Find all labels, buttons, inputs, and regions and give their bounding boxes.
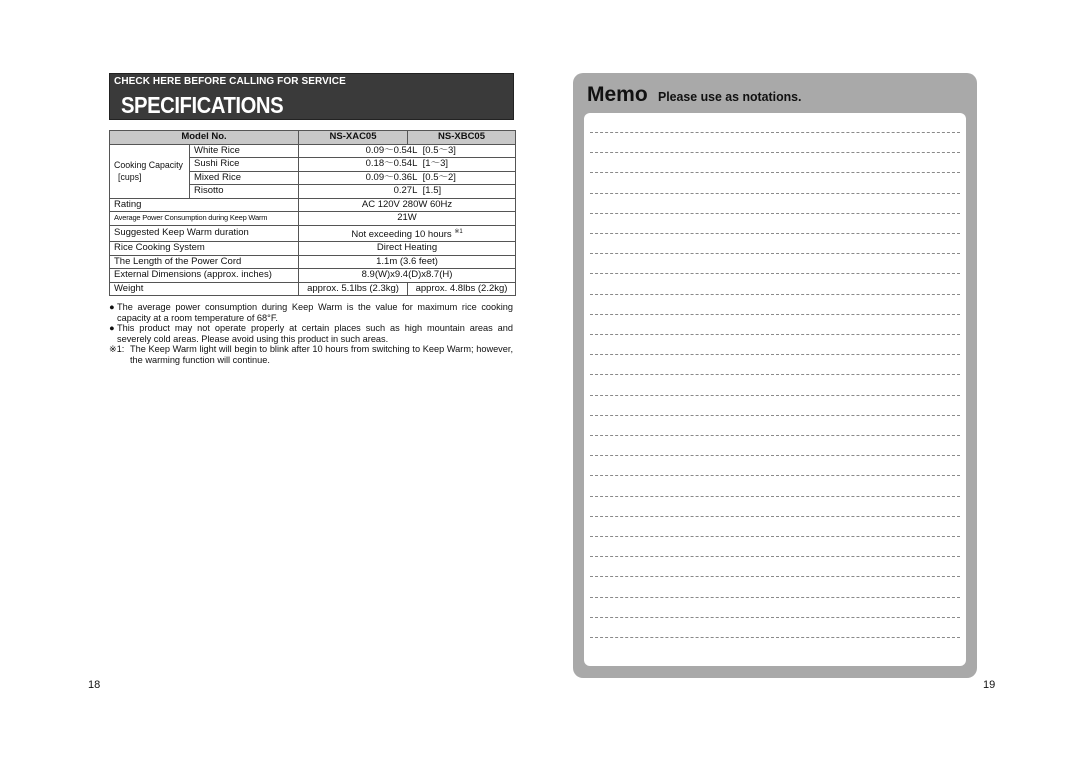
cooking-capacity-unit: [cups] <box>118 172 142 182</box>
memo-panel <box>573 73 977 678</box>
capacity-value <box>299 144 516 158</box>
capacity-cups: [0.5〜3] <box>422 144 456 156</box>
page-number-left: 18 <box>88 679 101 691</box>
memo-line <box>590 576 960 577</box>
note-text: This product may not operate properly at certain places such as high mountain areas and severely cold areas. Please avoid using this product in such areas. <box>117 323 513 344</box>
page-number-right: 19 <box>983 679 996 691</box>
memo-line <box>590 172 960 173</box>
footnote-ref: ※1 <box>454 228 463 235</box>
memo-line <box>590 455 960 456</box>
keep-warm-value <box>299 225 516 242</box>
memo-line <box>590 597 960 598</box>
capacity-name: White Rice <box>190 144 299 158</box>
memo-line <box>590 152 960 153</box>
capacity-cups: [1.5] <box>422 185 442 196</box>
memo-writing-area[interactable] <box>584 113 966 666</box>
power-consumption-label: Average Power Consumption during Keep Warm <box>110 212 299 226</box>
rating-label: Rating <box>110 198 299 212</box>
capacity-cups: [1〜3] <box>422 158 449 169</box>
capacity-value <box>299 158 516 172</box>
memo-line <box>590 233 960 234</box>
capacity-value <box>299 185 516 199</box>
page-title: SPECIFICATIONS <box>121 92 284 118</box>
capacity-amount: 0.18〜0.54L <box>365 158 418 169</box>
memo-line <box>590 617 960 618</box>
dimensions-label: External Dimensions (approx. inches) <box>110 269 299 283</box>
footnote-marker: ※1: <box>109 344 125 354</box>
memo-line <box>590 334 960 335</box>
memo-line <box>590 273 960 274</box>
memo-line <box>590 354 960 355</box>
memo-line <box>590 496 960 497</box>
table-header-row <box>110 131 516 145</box>
capacity-cups: [0.5〜2] <box>422 171 456 183</box>
header-model-a: NS-XAC05 <box>299 131 408 145</box>
memo-line <box>590 637 960 638</box>
memo-line <box>590 415 960 416</box>
memo-title: Memo <box>587 83 648 106</box>
table-row <box>110 282 516 296</box>
bullet-icon: ● <box>109 302 115 312</box>
memo-line <box>590 475 960 476</box>
table-row <box>110 269 516 283</box>
note-item <box>109 302 513 323</box>
capacity-amount: 0.09〜0.36L <box>365 171 418 183</box>
capacity-name: Sushi Rice <box>190 158 299 172</box>
capacity-name: Mixed Rice <box>190 171 299 185</box>
specifications-table <box>109 130 516 296</box>
footnote-text: The Keep Warm light will begin to blink after 10 hours from switching to Keep Warm; however, the warming function will continue. <box>130 344 513 365</box>
memo-line <box>590 294 960 295</box>
header-subtitle: CHECK HERE BEFORE CALLING FOR SERVICE <box>114 76 346 87</box>
notes <box>109 302 513 365</box>
bullet-icon: ● <box>109 323 115 333</box>
memo-line <box>590 314 960 315</box>
note-item <box>109 323 513 344</box>
memo-line <box>590 374 960 375</box>
table-row <box>110 144 516 158</box>
cooking-system-label: Rice Cooking System <box>110 242 299 256</box>
memo-line <box>590 193 960 194</box>
header-model-no: Model No. <box>110 131 299 145</box>
capacity-value <box>299 171 516 185</box>
memo-line <box>590 213 960 214</box>
memo-heading <box>587 83 809 107</box>
memo-subtitle: Please use as notations. <box>657 89 802 104</box>
dimensions-value: 8.9(W)x9.4(D)x8.7(H) <box>299 269 516 283</box>
memo-line <box>590 556 960 557</box>
power-cord-value: 1.1m (3.6 feet) <box>299 255 516 269</box>
weight-value-b: approx. 4.8lbs (2.2kg) <box>408 282 516 296</box>
weight-label: Weight <box>110 282 299 296</box>
footnote <box>109 344 513 365</box>
capacity-amount: 0.09〜0.54L <box>365 144 418 156</box>
header-model-b: NS-XBC05 <box>408 131 516 145</box>
capacity-name: Risotto <box>190 185 299 199</box>
keep-warm-label: Suggested Keep Warm duration <box>110 225 299 242</box>
table-row <box>110 198 516 212</box>
table-row <box>110 225 516 242</box>
memo-line <box>590 516 960 517</box>
memo-line <box>590 435 960 436</box>
power-consumption-value: 21W <box>299 212 516 226</box>
memo-line <box>590 253 960 254</box>
keep-warm-text: Not exceeding 10 hours <box>351 228 452 240</box>
specifications-header <box>109 73 514 120</box>
table-row <box>110 255 516 269</box>
memo-line <box>590 132 960 133</box>
cooking-system-value: Direct Heating <box>299 242 516 256</box>
weight-value-a: approx. 5.1lbs (2.3kg) <box>299 282 408 296</box>
rating-value: AC 120V 280W 60Hz <box>299 198 516 212</box>
memo-line <box>590 395 960 396</box>
power-cord-label: The Length of the Power Cord <box>110 255 299 269</box>
cooking-capacity-cell <box>110 144 190 198</box>
cooking-capacity-label: Cooking Capacity <box>114 160 183 170</box>
memo-line <box>590 536 960 537</box>
note-text: The average power consumption during Keep Warm is the value for maximum rice cooking capacity at a room temperature of 68°F. <box>117 302 513 323</box>
table-row <box>110 212 516 226</box>
capacity-amount: 0.27L <box>393 185 418 196</box>
table-row <box>110 242 516 256</box>
